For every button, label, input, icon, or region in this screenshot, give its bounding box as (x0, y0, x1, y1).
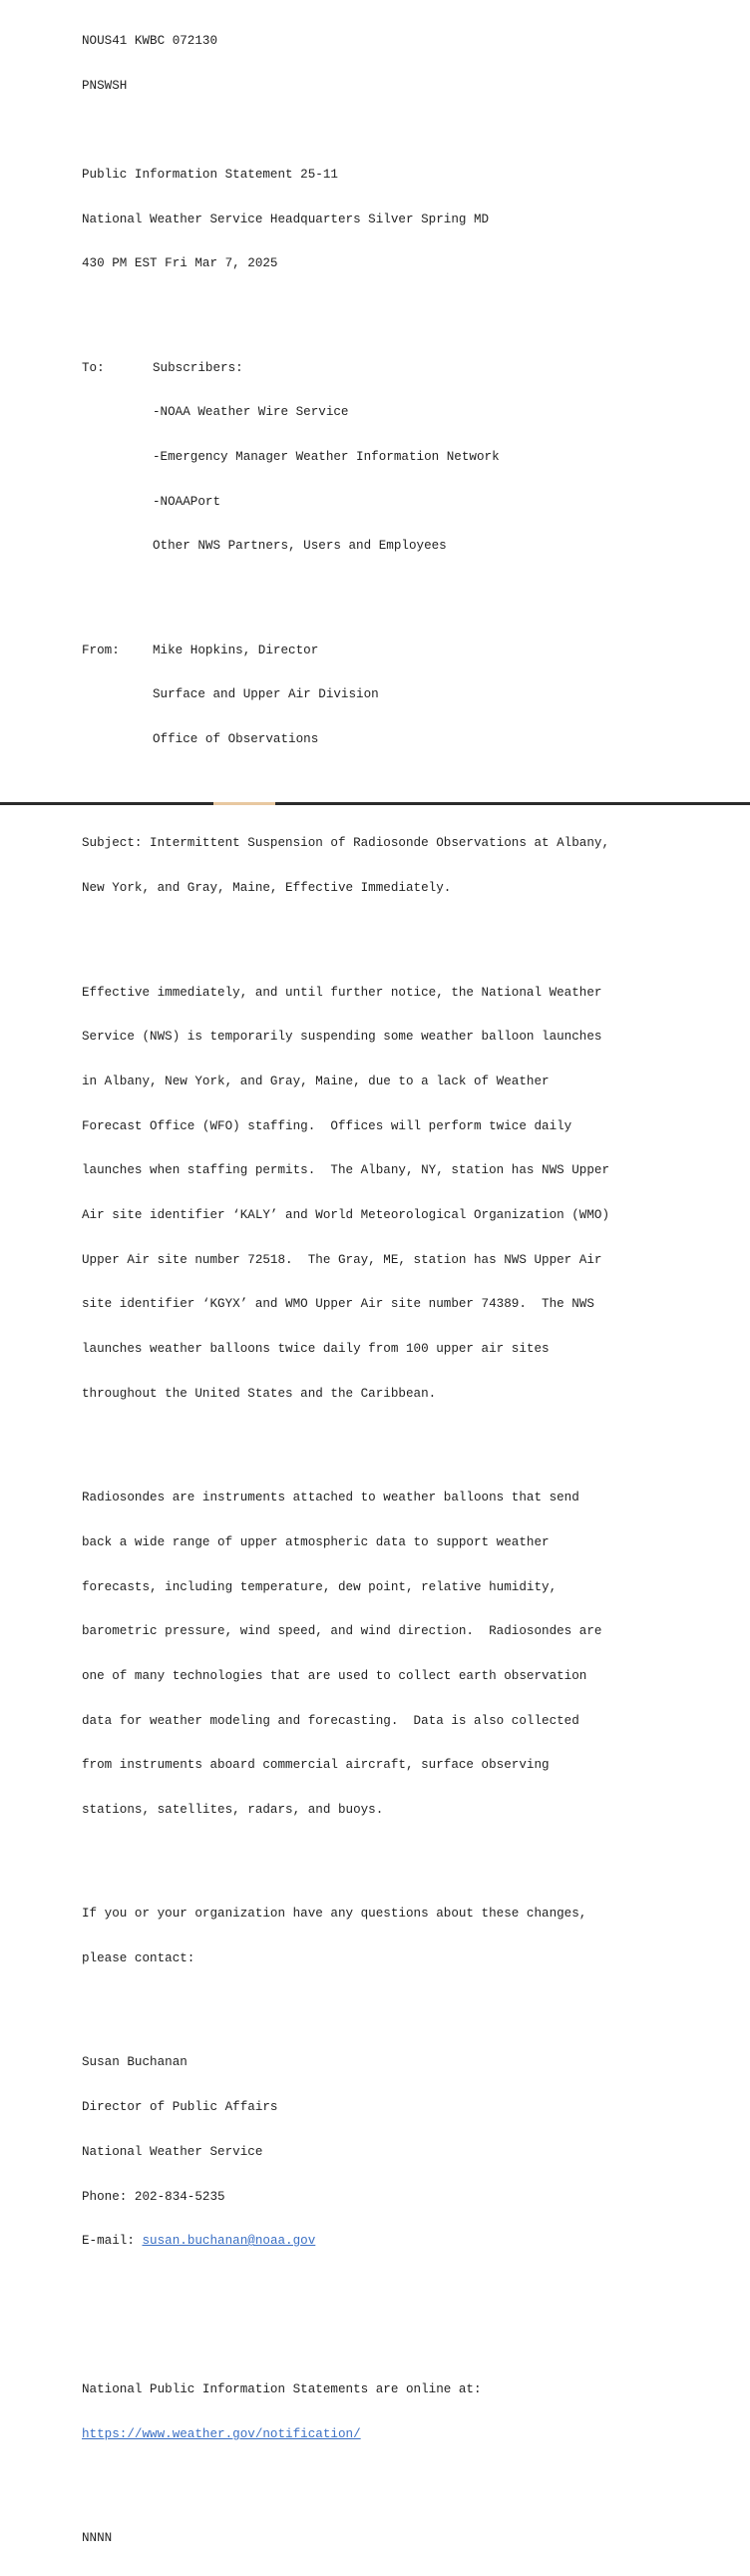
from-label: From: (82, 643, 120, 657)
paragraph-1-line: Service (NWS) is temporarily suspending some weather balloon launches (82, 1030, 602, 1045)
paragraph-2-line: back a wide range of upper atmospheric data to support weather (82, 1534, 550, 1549)
from-sender: Mike Hopkins, Director (153, 643, 319, 657)
paragraph-1-line: site identifier ‘KGYX’ and WMO Upper Air site number 74389. The NWS (82, 1297, 594, 1312)
issue-time: 430 PM EST Fri Mar 7, 2025 (82, 256, 278, 271)
from-sender: Surface and Upper Air Division (153, 687, 379, 702)
statement-title: Public Information Statement 25-11 (82, 167, 338, 182)
paragraph-3-line: please contact: (82, 1951, 195, 1966)
paragraph-2-line: data for weather modeling and forecasting. Data is also collected (82, 1713, 579, 1728)
wmo-header: NOUS41 KWBC 072130 (82, 33, 218, 48)
blank-line (82, 926, 740, 941)
paragraph-2-line: barometric pressure, wind speed, and wind direction. Radiosondes are (82, 1624, 602, 1639)
to-recipient: Subscribers: (153, 360, 243, 375)
paragraph-1-line: in Albany, New York, and Gray, Maine, due to a lack of Weather (82, 1073, 550, 1088)
to-line-2 (82, 405, 740, 420)
from-line-2 (82, 687, 740, 702)
online-url-line (82, 2427, 740, 2442)
blank-line (82, 2324, 740, 2339)
from-line-1 (82, 644, 740, 658)
blank-line (82, 1432, 740, 1447)
to-label: To: (82, 360, 105, 375)
online-text: National Public Information Statements are online at: (82, 2382, 482, 2397)
to-line-3 (82, 450, 740, 465)
paragraph-2-line: one of many technologies that are used to collect earth observation (82, 1668, 587, 1683)
page-bottom-border (0, 802, 750, 805)
blank-line (82, 301, 740, 316)
to-line-5 (82, 539, 740, 554)
awips-id: PNSWSH (82, 78, 128, 93)
to-recipient: -Emergency Manager Weather Information Network (153, 450, 500, 465)
paragraph-2-line: stations, satellites, radars, and buoys. (82, 1803, 384, 1818)
to-line-4 (82, 495, 740, 510)
paragraph-1-line: Upper Air site number 72518. The Gray, ME, station has NWS Upper Air (82, 1252, 602, 1267)
page-bottom-accent (213, 802, 275, 805)
to-recipient: -NOAAPort (153, 494, 221, 509)
contact-title: Director of Public Affairs (82, 2100, 278, 2115)
issuing-office: National Weather Service Headquarters Silver Spring MD (82, 212, 490, 226)
notification-url-link[interactable]: https://www.weather.gov/notification/ (82, 2426, 361, 2441)
to-line-1 (82, 361, 740, 376)
paragraph-2-line: forecasts, including temperature, dew point, relative humidity, (82, 1579, 558, 1594)
contact-org: National Weather Service (82, 2144, 263, 2159)
blank-line (82, 584, 740, 599)
blank-line (82, 1996, 740, 2011)
blank-line (82, 1848, 740, 1863)
email-label: E-mail: (82, 2234, 143, 2249)
from-line-3 (82, 732, 740, 747)
subject-line: Subject: Intermittent Suspension of Radiosonde Observations at Albany, (82, 836, 610, 851)
paragraph-2-line: from instruments aboard commercial aircraft, surface observing (82, 1758, 550, 1773)
to-recipient: -NOAA Weather Wire Service (153, 405, 349, 420)
email-link[interactable]: susan.buchanan@noaa.gov (142, 2234, 316, 2249)
to-recipient: Other NWS Partners, Users and Employees (153, 539, 447, 554)
contact-phone: Phone: 202-834-5235 (82, 2189, 225, 2204)
paragraph-1-line: Effective immediately, and until further notice, the National Weather (82, 985, 602, 1000)
paragraph-1-line: Air site identifier ‘KALY’ and World Meteorological Organization (WMO) (82, 1208, 610, 1223)
paragraph-1-line: launches when staffing permits. The Albany, NY, station has NWS Upper (82, 1163, 610, 1178)
blank-line (82, 123, 740, 138)
blank-line (82, 2472, 740, 2487)
paragraph-3-line: If you or your organization have any questions about these changes, (82, 1907, 587, 1922)
end-marker: NNNN (82, 2531, 113, 2546)
paragraph-1-line: Forecast Office (WFO) staffing. Offices will perform twice daily (82, 1118, 572, 1133)
statement-text (82, 4, 740, 2576)
blank-line (82, 777, 740, 792)
blank-line (82, 2279, 740, 2294)
subject-line: New York, and Gray, Maine, Effective Immediately. (82, 881, 452, 896)
contact-email-line (82, 2234, 740, 2249)
contact-name: Susan Buchanan (82, 2055, 188, 2070)
from-sender: Office of Observations (153, 732, 319, 747)
paragraph-1-line: launches weather balloons twice daily from 100 upper air sites (82, 1342, 550, 1357)
paragraph-1-line: throughout the United States and the Caribbean. (82, 1386, 437, 1401)
paragraph-2-line: Radiosondes are instruments attached to weather balloons that send (82, 1491, 579, 1505)
